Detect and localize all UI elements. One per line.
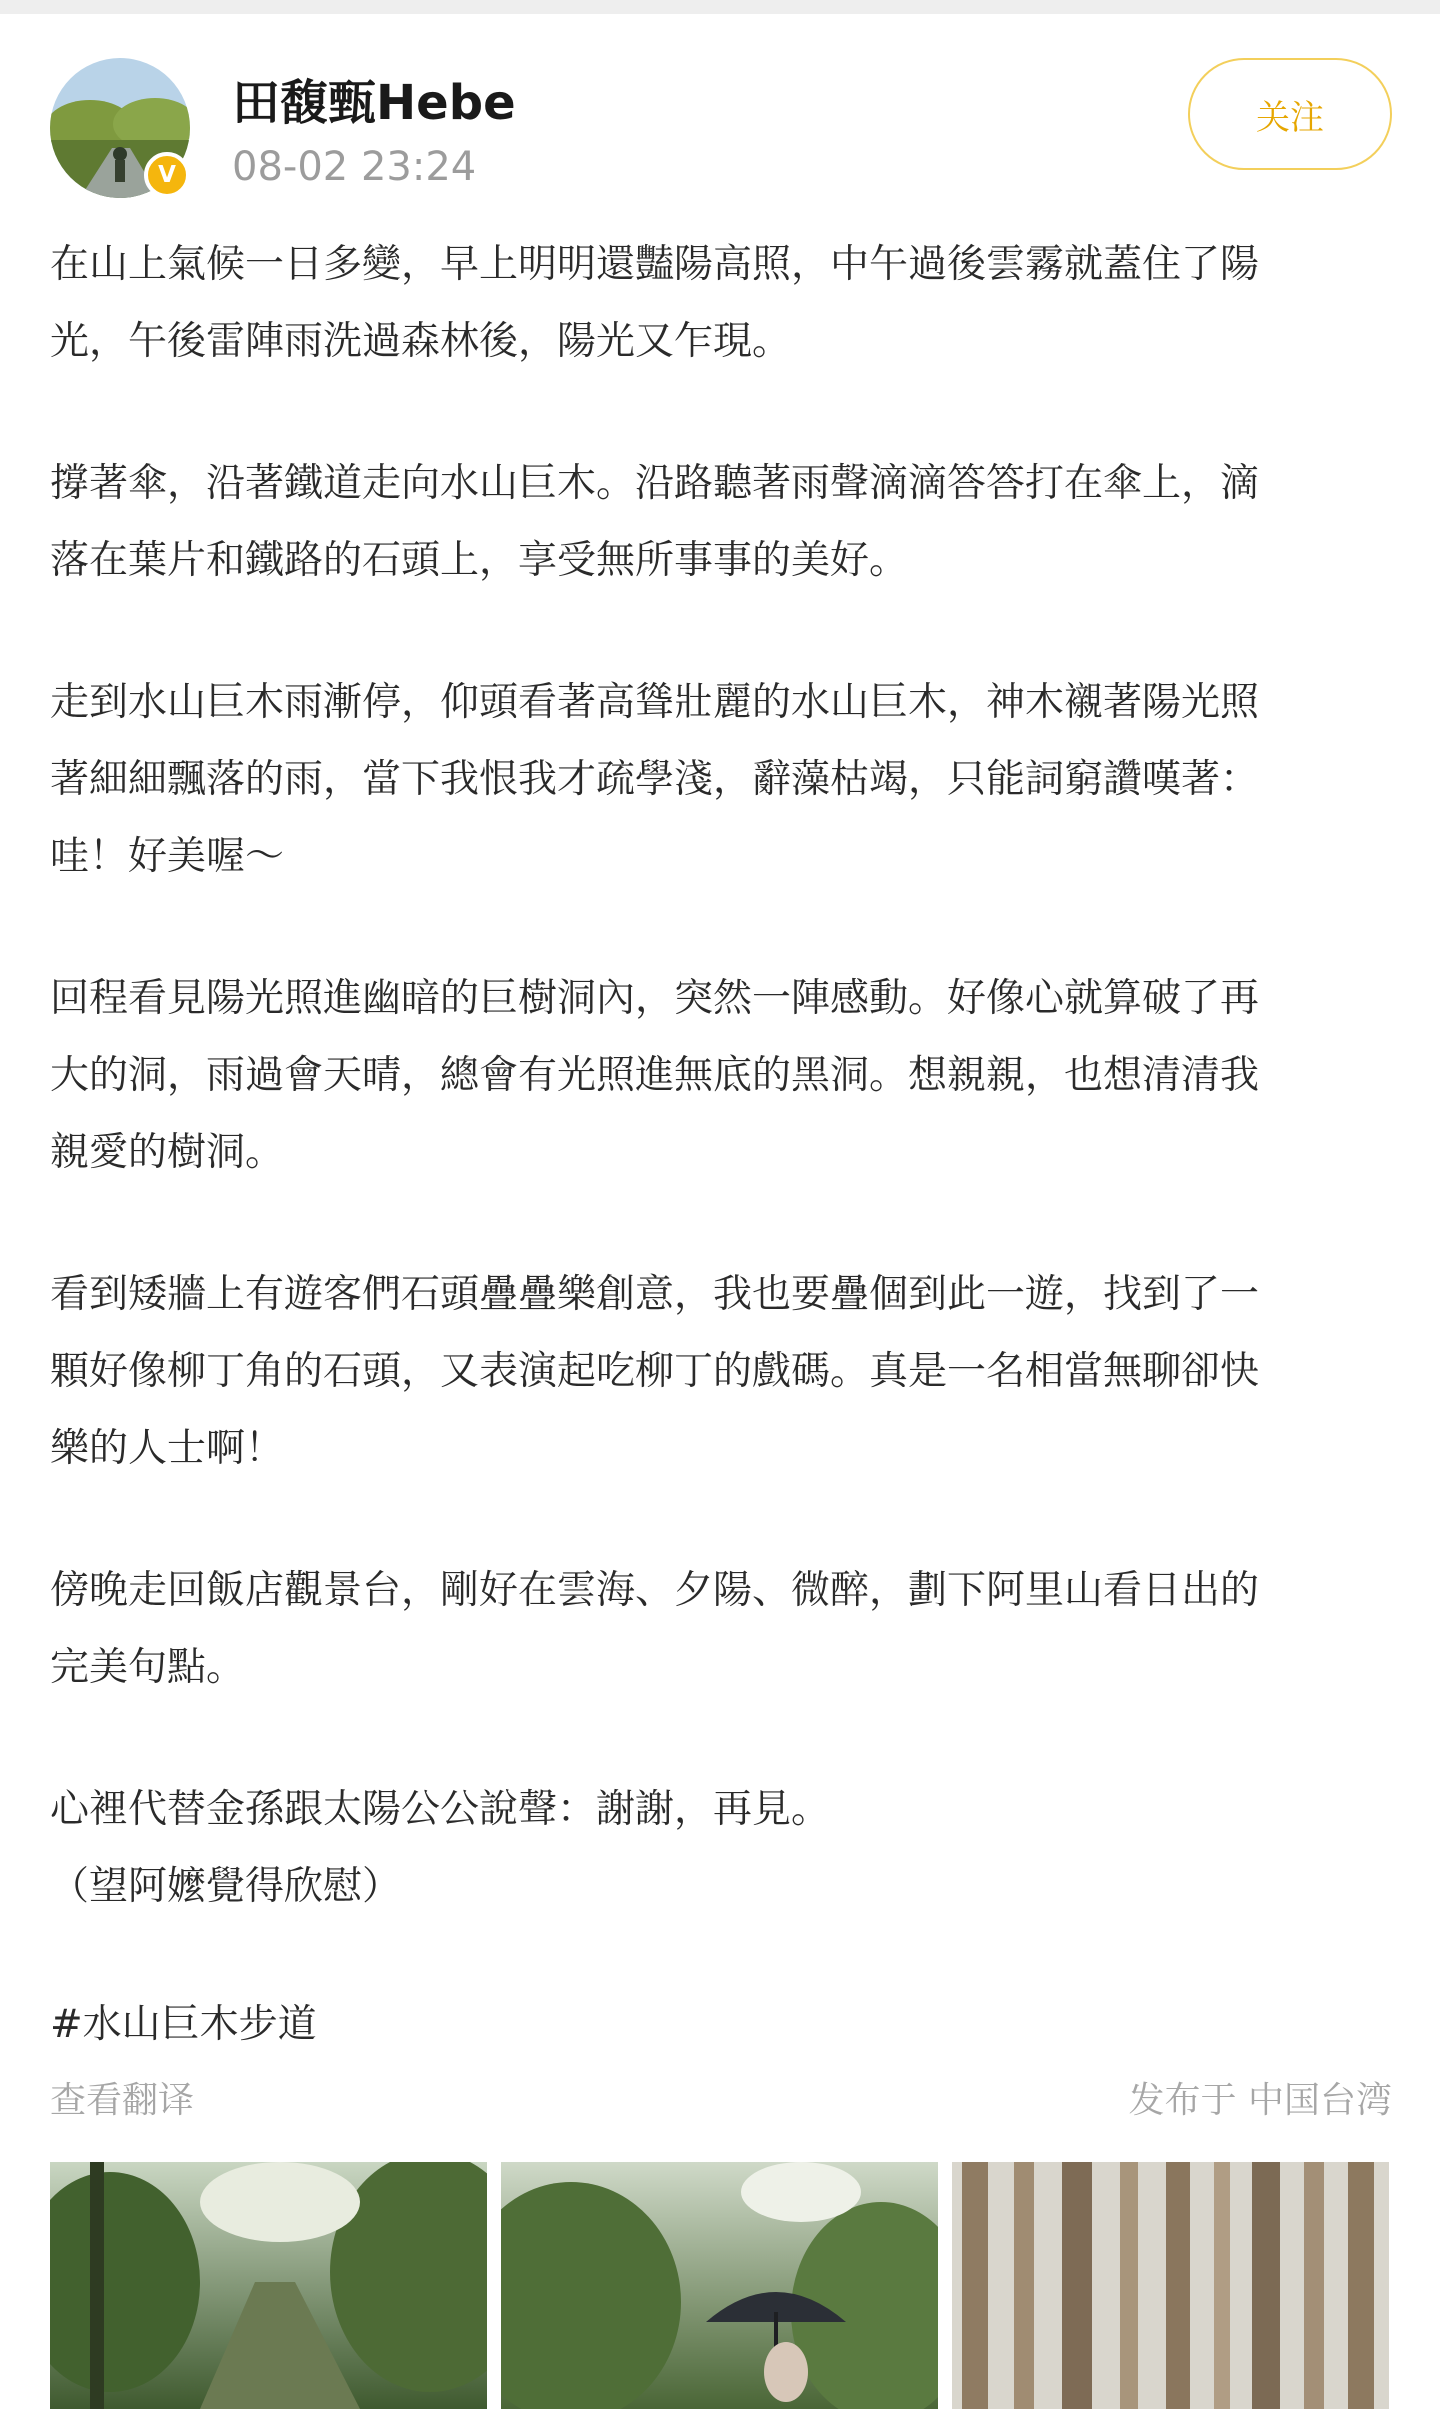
photo-grid [50,2162,1390,2409]
post-paragraph-3: 走到水山巨木雨漸停，仰頭看著高聳壯麗的水山巨木，神木襯著陽光照 著細細飄落的雨，當下我恨我才疏學淺，辭藻枯竭，只能詞窮讚嘆著： 哇！好美喔～ [50,680,1260,879]
verified-badge-icon: V [144,152,190,198]
photo-thumbnail-2[interactable] [501,2162,938,2409]
follow-button[interactable]: 关注 [1188,58,1392,170]
view-translation-link[interactable]: 查看翻译 [50,2080,195,2121]
photo-thumbnail-1[interactable] [50,2162,487,2409]
post-header [0,50,1440,210]
post-location: 发布于 中国台湾 [1128,2080,1392,2121]
post-paragraph-6: 傍晚走回飯店觀景台，剛好在雲海、夕陽、微醉，劃下阿里山看日出的 完美句點。 [50,1568,1260,1690]
photo-thumbnail-3[interactable] [952,2162,1389,2409]
post-meta-row [50,2072,1392,2124]
tall-trees-photo-icon [952,2162,1389,2409]
post-paragraph-1: 在山上氣候一日多變，早上明明還豔陽高照，中午過後雲霧就蓋住了陽 光，午後雷陣雨洗過森林後，陽光又乍現。 [50,242,1260,364]
post-timestamp: 08-02 23:24 [232,144,477,190]
forest-path-photo-icon [50,2162,487,2409]
post-paragraph-4: 回程看見陽光照進幽暗的巨樹洞內，突然一陣感動。好像心就算破了再 大的洞，雨過會天晴，總會有光照進無底的黑洞。想親親，也想清清我 親愛的樹洞。 [50,976,1260,1175]
hashtag-link[interactable]: #水山巨木步道 [50,2002,317,2047]
top-divider [0,0,1440,14]
post-paragraph-2: 撐著傘，沿著鐵道走向水山巨木。沿路聽著雨聲滴滴答答打在傘上，滴 落在葉片和鐵路的石頭上，享受無所事事的美好。 [50,461,1260,583]
umbrella-forest-photo-icon [501,2162,938,2409]
post-text [50,226,1410,1925]
post-paragraph-7: 心裡代替金孫跟太陽公公說聲：謝謝，再見。 （望阿嬤覺得欣慰） [50,1787,831,1909]
post-paragraph-5: 看到矮牆上有遊客們石頭疊疊樂創意，我也要疊個到此一遊，找到了一 顆好像柳丁角的石頭，又表演起吃柳丁的戲碼。真是一名相當無聊卻快 樂的人士啊！ [50,1272,1260,1471]
username[interactable]: 田馥甄Hebe [232,75,516,131]
